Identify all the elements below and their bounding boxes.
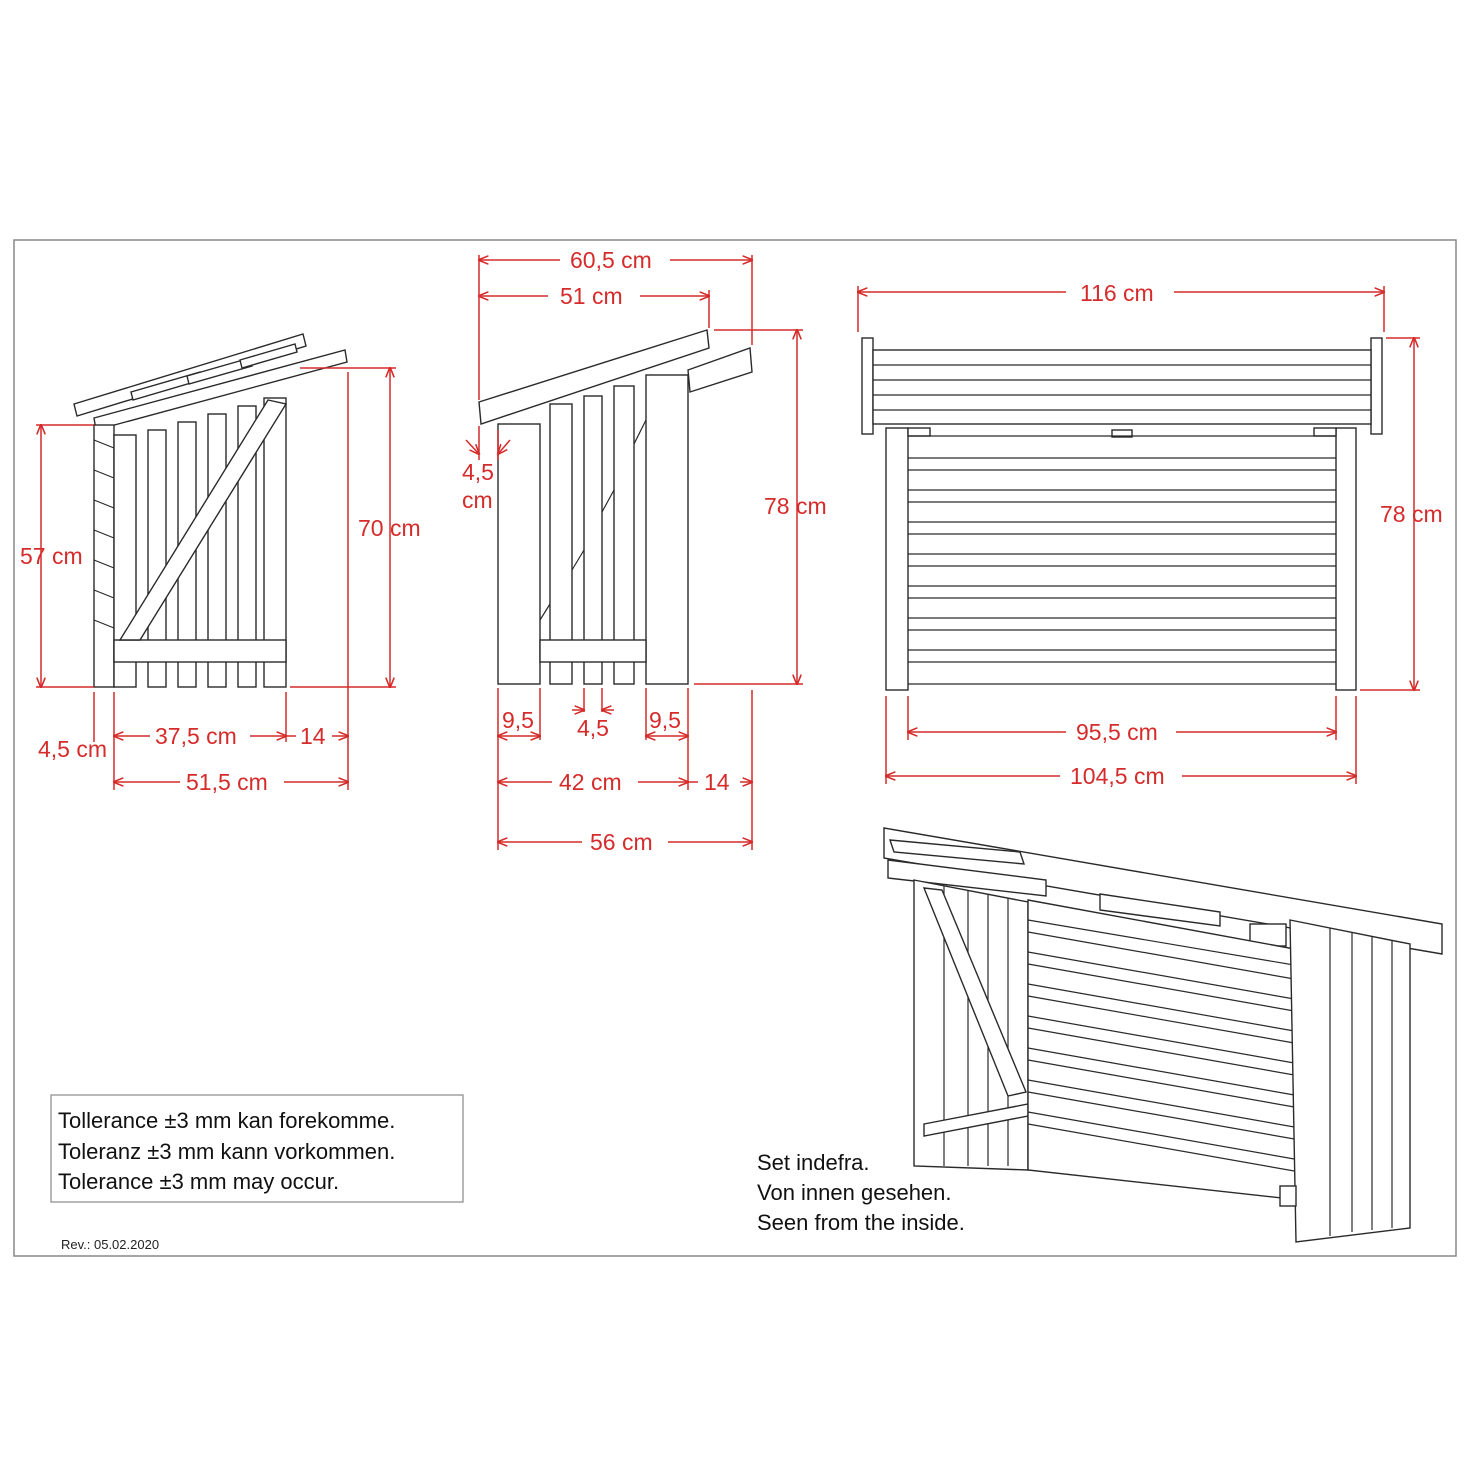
- dim-roof-overhang: 14: [300, 723, 326, 749]
- dim-overhang-unit: cm: [462, 487, 493, 513]
- dim-inner-width: 95,5 cm: [1076, 719, 1158, 745]
- tolerance-line-german: Toleranz ±3 mm kann vorkommen.: [58, 1139, 396, 1164]
- dim-roof-width: 116 cm: [1080, 280, 1154, 306]
- dim-board-right: 9,5: [649, 707, 681, 733]
- side-view-right-drawing: [466, 255, 803, 850]
- dim-height: 78 cm: [1380, 501, 1443, 527]
- dim-inner-depth: 42 cm: [559, 769, 622, 795]
- dim-top-width: 51 cm: [560, 283, 623, 309]
- dim-roof-width: 60,5 cm: [570, 247, 652, 273]
- caption-line-1: Set indefra.: [757, 1150, 870, 1175]
- dim-overhang: 4,5 cm: [38, 736, 108, 762]
- side-view-left-drawing: [36, 334, 396, 790]
- tolerance-line-english: Tolerance ±3 mm may occur.: [58, 1169, 340, 1194]
- front-view-drawing: [858, 286, 1420, 784]
- tolerance-line-danish: Tollerance ±3 mm kan forekomme.: [58, 1108, 396, 1133]
- caption-line-2: Von innen gesehen.: [757, 1180, 952, 1205]
- dim-height-front: 57 cm: [20, 543, 83, 569]
- dim-outer-width: 104,5 cm: [1070, 763, 1165, 789]
- revision-label: Rev.: 05.02.2020: [61, 1237, 160, 1252]
- dim-board-left: 9,5: [502, 707, 534, 733]
- perspective-view-drawing: [884, 828, 1442, 1242]
- caption-line-3: Seen from the inside.: [757, 1210, 965, 1235]
- dim-overhang-value: 4,5: [462, 459, 494, 485]
- dim-roof-overhang: 14: [704, 769, 730, 795]
- dim-total-depth: 51,5 cm: [186, 769, 268, 795]
- dim-height-back: 70 cm: [358, 515, 421, 541]
- dim-gap: 4,5: [577, 715, 609, 741]
- dim-height: 78 cm: [764, 493, 827, 519]
- dim-total-depth: 56 cm: [590, 829, 653, 855]
- dim-inner-depth: 37,5 cm: [155, 723, 237, 749]
